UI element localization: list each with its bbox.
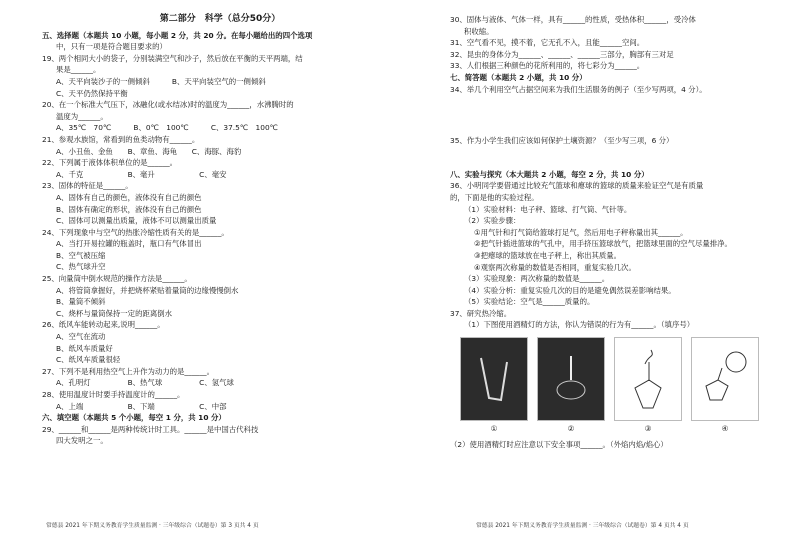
left-line-18: A、当打开易拉罐的瓶盖时，瓶口有气体冒出 bbox=[56, 239, 202, 249]
left-line-30: A、孔明灯 B、热气球 C、氢气球 bbox=[56, 378, 234, 388]
left-line-6: 20、在一个标准大气压下，冰融化(或水结冰)时的温度为______，水沸腾时的 bbox=[42, 100, 294, 110]
section-title: 第二部分 科学（总分50分） bbox=[159, 14, 281, 24]
alcohol-lamp-figures bbox=[460, 337, 794, 421]
left-line-2: 19、两个相同大小的袋子，分别装满空气和沙子，然后放在平衡的天平两端，结 bbox=[42, 53, 303, 63]
figure-1 bbox=[460, 337, 528, 421]
figure-labels bbox=[460, 423, 794, 435]
left-line-31: 28、使用温度计时要手持温度计的______。 bbox=[42, 390, 185, 399]
question-35: 35、作为小学生我们应该如何保护土壤资源？（至少写三项，6 分） bbox=[450, 136, 674, 146]
right-page bbox=[450, 14, 794, 450]
left-footer: 常德县 2021 年下期义务教育学生质量监测 · 三年级综合（试题卷）第 3 页共 4 页 bbox=[46, 523, 259, 529]
question-37-2: （2）使用酒精灯时应注意以下安全事项______。（外焰内焰/焰心） bbox=[450, 439, 668, 449]
left-line-5: C、天平仍然保持平衡 bbox=[56, 88, 128, 98]
right-line-mid-11: （5）实验结论：空气是______质量的。 bbox=[464, 297, 595, 307]
left-line-0: 五、选择题（本题共 10 小题，每小题 2 分，共 20 分。在每小题给出的四个选项 bbox=[42, 30, 313, 40]
left-line-34: 29、______和______是两种传统计时工具。______是中国古代科技 bbox=[42, 424, 259, 434]
figure-label-4: ④ bbox=[721, 424, 729, 434]
left-line-33: 六、填空题（本题共 5 个小题，每空 1 分，共 10 分） bbox=[42, 413, 226, 423]
left-line-21: 25、向量筒中倒水规范的操作方法是______。 bbox=[42, 274, 192, 284]
left-line-8: A、35℃ 70℃ B、0℃ 100℃ C、37.5℃ 100℃ bbox=[56, 123, 278, 133]
left-line-7: 温度为______。 bbox=[56, 111, 108, 121]
right-line-mid-2: 的，下面是他的实验过程。 bbox=[450, 192, 539, 202]
figure-label-1: ① bbox=[490, 424, 498, 434]
right-line-mid-1: 36、小明同学要借通过比较充气篮球和瘪球的篮球的质量来验证空气是有质量 bbox=[450, 181, 704, 191]
left-line-29: 27、下列不是利用热空气上升作为动力的是______。 bbox=[42, 366, 215, 376]
left-line-13: 23、固体的特征是______。 bbox=[42, 181, 133, 191]
figure-label-2: ② bbox=[567, 424, 575, 434]
left-line-16: C、固体可以测量出质量，液体不可以测量出质量 bbox=[56, 216, 217, 226]
left-line-17: 24、下列现象中与空气的热胀冷缩性质有关的是______。 bbox=[42, 227, 229, 237]
left-line-11: 22、下列属于液体体积单位的是______。 bbox=[42, 158, 178, 168]
right-line-mid-8: ④观察两次称量的数值是否相同，重复实验几次。 bbox=[474, 262, 636, 272]
right-line-mid-3: （1）实验材料：电子秤、篮球、打气筒、气针等。 bbox=[464, 204, 632, 214]
right-line-mid-6: ②把气针插进篮球的气孔中，用手挤压篮球放气，把篮球里面的空气尽量排净。 bbox=[474, 239, 732, 249]
right-line-mid-4: （2）实验步骤： bbox=[464, 216, 521, 226]
left-line-19: B、空气被压缩 bbox=[56, 250, 106, 260]
right-line-top-4: 33、人们根据三种颜色的花所利用的，将七彩分为______。 bbox=[450, 61, 645, 71]
left-line-26: A、空气在流动 bbox=[56, 332, 106, 342]
left-line-9: 21、参观水族馆，常看到的鱼类动物有______。 bbox=[42, 134, 200, 144]
left-page bbox=[42, 0, 398, 447]
left-line-12: A、千克 B、毫升 C、毫安 bbox=[56, 169, 227, 179]
left-line-3: 果是______。 bbox=[56, 65, 101, 75]
figure-2 bbox=[537, 337, 605, 421]
right-line-mid-5: ①用气针和打气筒给篮球打足气，然后用电子秤称量出其______。 bbox=[474, 227, 688, 237]
left-line-24: C、烧杯与量筒保持一定的距离倒水 bbox=[56, 308, 173, 318]
left-line-25: 26、纸风车能转动起来,说明______。 bbox=[42, 320, 165, 330]
right-line-mid-0: 八、实验与探究（本大题共 2 小题，每空 2 分，共 10 分） bbox=[450, 169, 649, 179]
right-line-top-5: 七、简答题（本题共 2 小题，共 10 分） bbox=[450, 72, 587, 82]
right-line-mid-13: （1）下图使用酒精灯的方法，你认为错误的行为有______。（填序号） bbox=[464, 320, 695, 330]
right-line-mid-9: （3）实验现象：两次称量的数值是______。 bbox=[464, 274, 610, 284]
figure-4 bbox=[691, 337, 759, 421]
figure-3 bbox=[614, 337, 682, 421]
right-line-top-1: 积收缩。 bbox=[464, 26, 494, 36]
left-line-32: A、上端 B、下端 C、中部 bbox=[56, 401, 227, 411]
right-line-top-2: 31、空气看不见，摸不着，它无孔不入，且能______空间。 bbox=[450, 38, 645, 48]
left-line-27: B、纸风车质量好 bbox=[56, 343, 113, 353]
right-footer: 常德县 2021 年下期义务教育学生质量监测 · 三年级综合（试题卷）第 4 页共 4 页 bbox=[476, 523, 689, 529]
right-questions-top bbox=[450, 14, 794, 95]
left-line-10: A、小丑鱼、金鱼 B、章鱼、海龟 C、海豚、海豹 bbox=[56, 146, 242, 156]
right-line-top-6: 34、举几个利用空气占据空间来为我们生活服务的例子（至少写两项，4 分）。 bbox=[450, 84, 707, 94]
left-line-35: 四大发明之一。 bbox=[56, 436, 108, 446]
right-line-top-3: 32、昆虫的身体分为______、______、______三部分，胸部有三对足 bbox=[450, 49, 674, 59]
right-line-mid-12: 37、研究热冷缩。 bbox=[450, 308, 512, 318]
left-line-15: B、固体有确定的形状，液体没有自己的颜色 bbox=[56, 204, 202, 214]
left-line-1: 中，只有一项是符合题目要求的） bbox=[56, 42, 167, 52]
right-line-mid-7: ③把瘪球的篮球放在电子秤上，称出其质量。 bbox=[474, 250, 622, 260]
right-questions-experiment bbox=[450, 169, 794, 331]
left-line-20: C、热气球升空 bbox=[56, 262, 106, 272]
right-line-top-0: 30、固体与液体、气体一样，具有______的性质，受热体积______，受冷体 bbox=[450, 15, 696, 24]
figure-label-3: ③ bbox=[644, 424, 652, 434]
left-line-28: C、纸风车质量很轻 bbox=[56, 355, 121, 365]
left-line-23: B、量筒不倾斜 bbox=[56, 297, 106, 307]
right-line-mid-10: （4）实验分析：重复实验几次的目的是避免偶然误差影响结果。 bbox=[464, 285, 676, 295]
left-line-4: A、天平向装沙子的一侧倾斜 B、天平向装空气的一侧倾斜 bbox=[56, 76, 266, 86]
left-line-22: A、将管筒拿握好，并把烧杯紧贴着量筒的边缘慢慢倒水 bbox=[56, 285, 239, 295]
left-questions bbox=[42, 30, 398, 447]
left-line-14: A、固体有自己的颜色，液体没有自己的颜色 bbox=[56, 192, 202, 202]
